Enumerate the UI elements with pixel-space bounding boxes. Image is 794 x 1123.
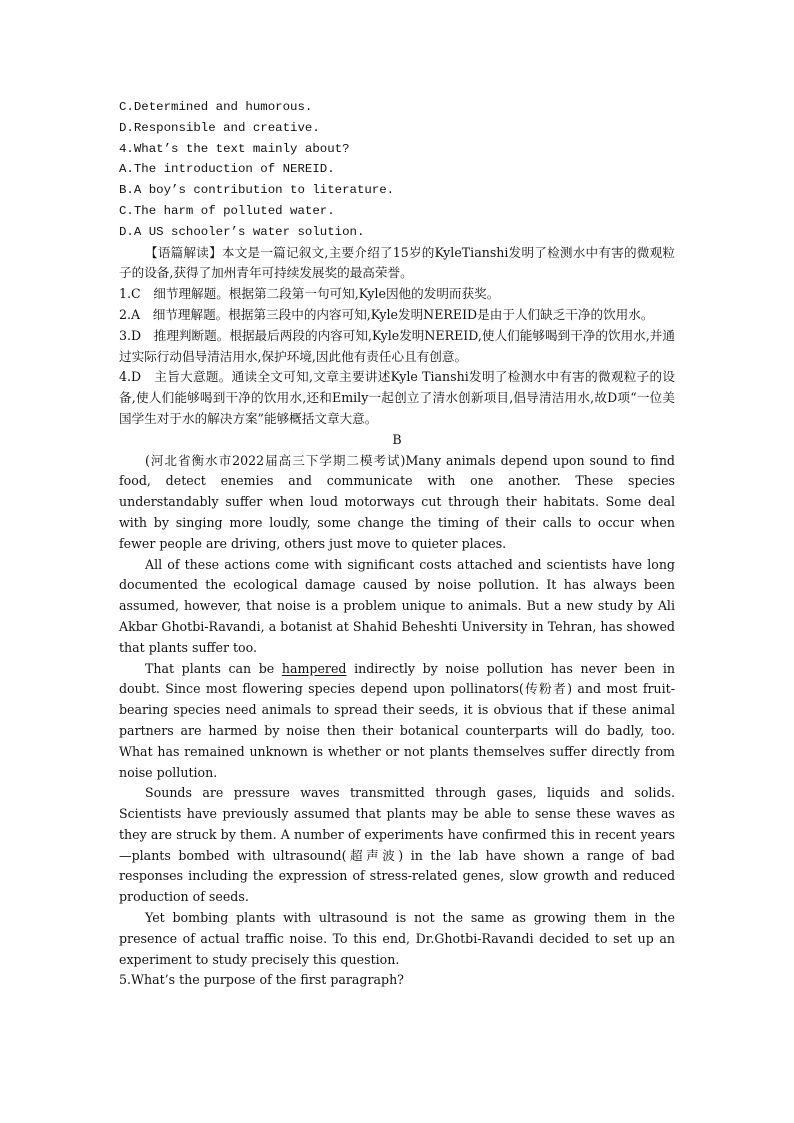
passage-paragraph: All of these actions come with significant costs attached and scientists have long documented the ecological damage caused by noise pollution. It has always been assumed, however, that noise is a problem unique to animals. But a new study by Ali Akbar Ghotbi-Ravandi, a botanist at Shahid Beheshti University in Tehran, has showed that plants suffer too. [119,556,675,655]
paragraph-text: indirectly by noise pollution has never been in doubt. Since most flowering species depend upon pollinators(传粉者) and most fruit-bearing species need animals to spread their seeds, it is obvious that if these animal partners are harmed by noise then their botanical counterparts will do badly, too. What has remained unknown is whether or not plants themselves suffer directly from noise pollution. [119,660,676,780]
answer-item: 1.C 细节理解题。根据第二段第一句可知,Kyle因他的发明而获奖。 [119,286,500,302]
option-line: D.Responsible and creative. [119,120,320,135]
option-line: D.A US schooler’s water solution. [119,224,365,239]
analysis-text: 本文是一篇记叙文,主要介绍了15岁的KyleTianshi发明了检测水中有害的微观粒子的设备,获得了加州青年可持续发展奖的最高荣誉。 [119,244,676,281]
option-line: A.The introduction of NEREID. [119,162,335,177]
option-line: C.The harm of polluted water. [119,203,335,218]
option-line: C.Determined and humorous. [119,100,313,114]
question-line: 4.What’s the text mainly about? [119,141,350,156]
answer-item: 3.D 推理判断题。根据最后两段的内容可知,Kyle发明NEREID,使人们能够喝到干净的饮用水,并通过实际行动倡导清洁用水,保护环境,因此他有责任心且有创意。 [119,327,675,364]
answer-item: 4.D 主旨大意题。通读全文可知,文章主要讲述Kyle Tianshi发明了检测水中有害的微观粒子的设备,使人们能够喝到干净的饮用水,还和Emily一起创立了清水创新项目,倡导清洁用水,故D项“一位美国学生对于水的解决方案”能够概括文章大意。 [119,369,675,426]
passage-paragraph: Sounds are pressure waves transmitted through gases, liquids and solids. Scientists have previously assumed that plants may be able to sense these waves as they are struck by them. A number of experiments have confirmed this in recent years—plants bombed with ultrasound(超声波) in the lab have shown a range of bad responses including the expression of stress-related genes, slow growth and reduced production of seeds. [119,785,675,905]
passage-paragraph: (河北省衡水市2022届高三下学期二模考试)Many animals depend upon sound to find food, detect enemies and communicate with one another. These species understandably suffer when loud motorways cut through their habitats. Some deal with by singing more loudly, some change the timing of their calls to occur when fewer people are driving, others just move to quieter places. [119,452,675,551]
option-line: B.A boy’s contribution to literature. [119,183,395,198]
document-content [119,97,675,991]
question-line: 5.What’s the purpose of the first paragraph? [119,972,404,988]
analysis-paragraph [119,243,675,285]
paragraph-text: That plants can be [145,660,282,676]
passage-paragraph [119,659,675,784]
answer-item: 2.A 细节理解题。根据第三段中的内容可知,Kyle发明NEREID是由于人们缺乏干净的饮用水。 [119,306,654,322]
analysis-title: 【语篇解读】 [145,244,222,260]
underlined-word: hampered [281,660,347,676]
passage-paragraph: Yet bombing plants with ultrasound is not the same as growing them in the presence of actual traffic noise. To this end, Dr.Ghotbi-Ravandi decided to set up an experiment to study precisely this question. [119,910,675,967]
section-heading: B [392,431,402,447]
